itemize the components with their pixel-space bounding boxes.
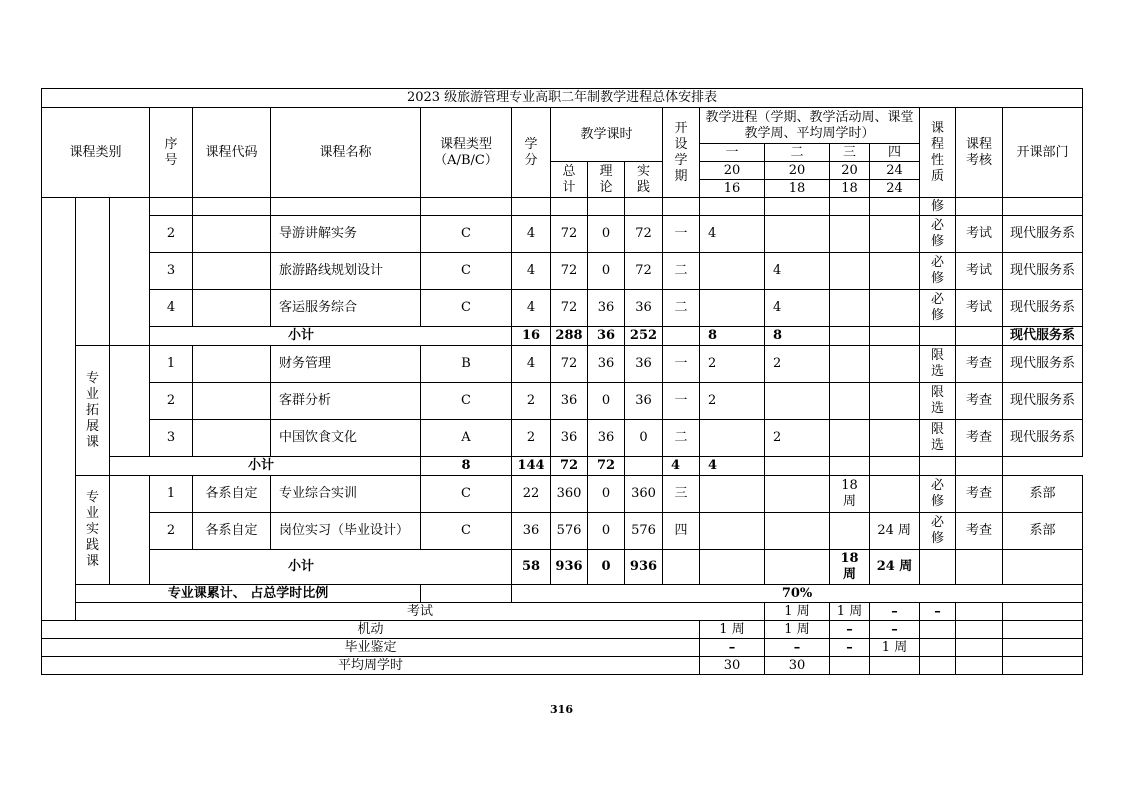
header-type: 课程类型（A/B/C）: [421, 108, 512, 198]
table-row: 平均周学时 30 30: [42, 657, 1083, 675]
header-credit: 学分: [512, 108, 551, 198]
header-hours-theory: 理论: [588, 162, 625, 198]
weeks-teaching-3: 18: [830, 180, 870, 198]
weeks-teaching-1: 16: [700, 180, 765, 198]
header-progress: 教学进程（学期、教学活动周、课堂教学周、平均周学时）: [700, 108, 920, 144]
weeks-activity-2: 20: [765, 162, 830, 180]
table-row: 3 中国饮食文化 A 2 36 36 0 二 2 限选 考查 现代服务系: [42, 420, 1083, 457]
category-practice: 专业实践课: [76, 476, 110, 585]
table-row: 2 客群分析 C 2 36 0 36 一 2 限选 考查 现代服务系: [42, 383, 1083, 420]
header-seq: 序号: [150, 108, 193, 198]
table-row: 2 各系自定 岗位实习（毕业设计） C 36 576 0 576 四 24 周 必修 考查 系部: [42, 513, 1083, 550]
schedule-table: [41, 88, 1083, 675]
header-exam: 课程考核: [956, 108, 1003, 198]
term-1: 一: [700, 144, 765, 162]
table-title: 2023 级旅游管理专业高职二年制教学进程总体安排表: [42, 89, 1083, 108]
page-number: 316: [550, 703, 573, 716]
table-row: 专业实践课 1 各系自定 专业综合实训 C 22 360 0 360 三 18周 必修 考查 系部: [42, 476, 1083, 513]
header-name: 课程名称: [271, 108, 421, 198]
weeks-teaching-4: 24: [870, 180, 920, 198]
header-dept: 开课部门: [1003, 108, 1083, 198]
category-outer-blank: [42, 198, 76, 621]
table-row: 3 旅游路线规划设计 C 4 72 0 72 二 4 必修 考试 现代服务系: [42, 253, 1083, 290]
table-row: 4 客运服务综合 C 4 72 36 36 二 4 必修 考试 现代服务系: [42, 290, 1083, 327]
table-row: 机动 1 周 1 周 – –: [42, 621, 1083, 639]
weeks-activity-3: 20: [830, 162, 870, 180]
table-row: 专业拓展课 1 财务管理 B 4 72 36 36 一 2 2 限选 考查 现代服务系: [42, 346, 1083, 383]
cumulative-row: 专业课累计、 占总学时比例 70%: [42, 585, 1083, 603]
header-hours-practice: 实践: [625, 162, 663, 198]
weeks-activity-1: 20: [700, 162, 765, 180]
header-nature: 课程性质: [920, 108, 956, 198]
core-category-cell: [76, 198, 110, 346]
table-row: 考试 1 周 1 周 – –: [42, 603, 1083, 621]
term-4: 四: [870, 144, 920, 162]
header-category: 课程类别: [42, 108, 150, 198]
table-row: 毕业鉴定 – – – 1 周: [42, 639, 1083, 657]
core-subcategory-cell: [110, 198, 150, 346]
header-semester: 开设学期: [663, 108, 700, 198]
header-code: 课程代码: [193, 108, 271, 198]
weeks-teaching-2: 18: [765, 180, 830, 198]
term-3: 三: [830, 144, 870, 162]
category-expansion: 专业拓展课: [76, 346, 110, 476]
subtotal-row: 小计 16 288 36 252 8 8 现代服务系: [42, 327, 1083, 346]
partial-nature: 修: [920, 198, 956, 216]
subtotal-row: 小计 58 936 0 936 18周 24 周: [42, 550, 1083, 585]
subtotal-row: 小计 8 144 72 72 4 4: [42, 457, 1083, 476]
term-2: 二: [765, 144, 830, 162]
header-hours-total: 总计: [551, 162, 588, 198]
header-hours: 教学课时: [551, 108, 663, 162]
table-row: 2 导游讲解实务 C 4 72 0 72 一 4 必修 考试 现代服务系: [42, 216, 1083, 253]
weeks-activity-4: 24: [870, 162, 920, 180]
